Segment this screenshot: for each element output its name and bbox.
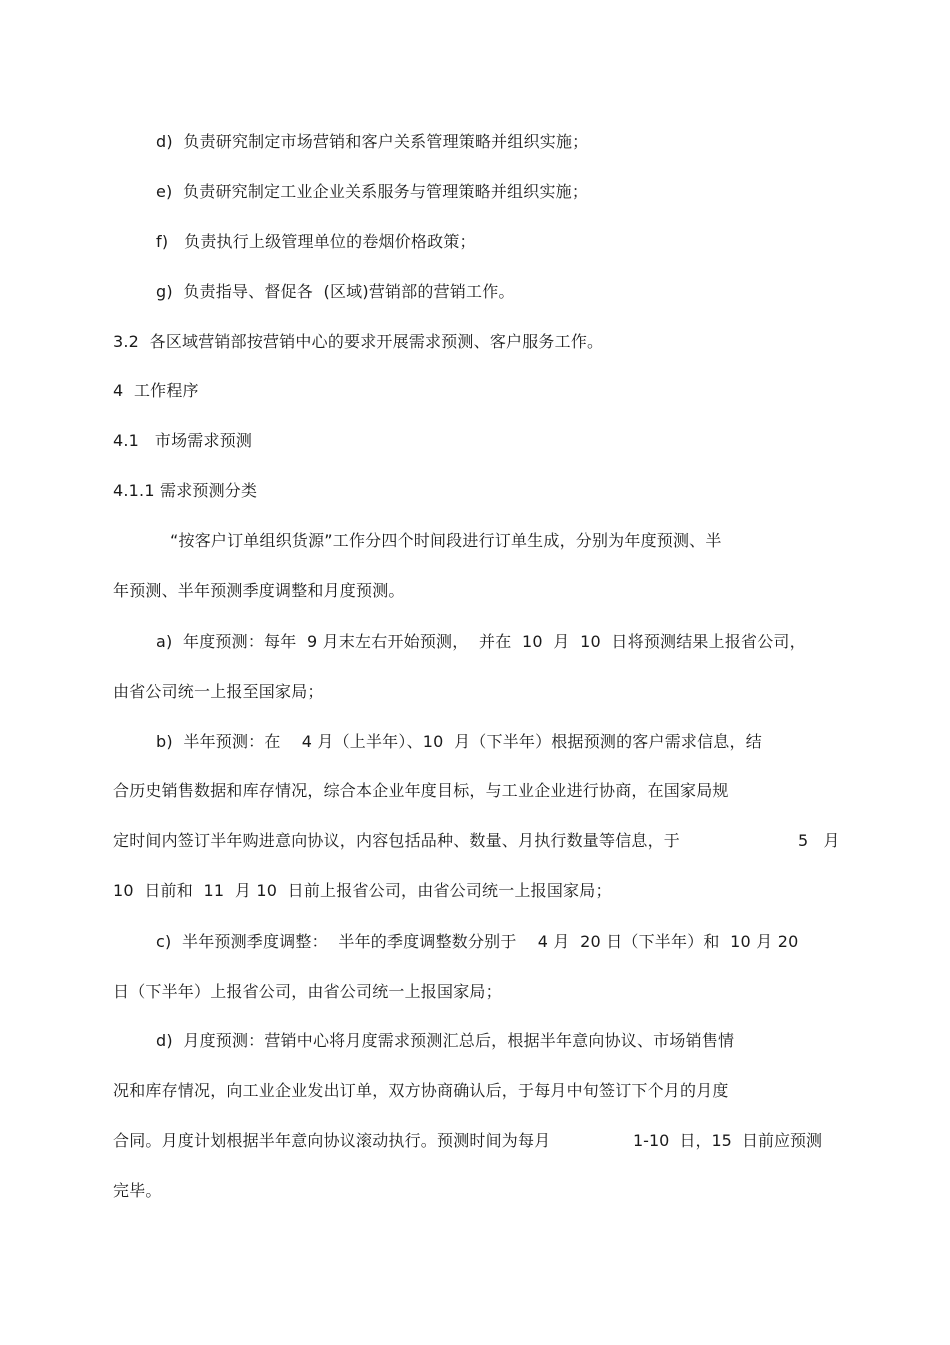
section-heading: 4.1.1 需求预测分类 (113, 481, 258, 500)
text-line: 日（下半年）上报省公司，由省公司统一上报国家局； (113, 982, 502, 1001)
text-line: a) 年度预测：每年 9 月末左右开始预测， 并在 10 月 10 日将预测结果上报省公司， (156, 632, 806, 651)
text-line: d) 月度预测：营销中心将月度需求预测汇总后，根据半年意向协议、市场销售情 (156, 1031, 735, 1050)
text-line: 定时间内签订半年购进意向协议，内容包括品种、数量、月执行数量等信息，于 (113, 831, 681, 850)
text-line-tail: 1-10 日，15 日前应预测 (633, 1131, 823, 1150)
text-line: 10 日前和 11 月 10 日前上报省公司，由省公司统一上报国家局； (113, 881, 612, 900)
text-line: c) 半年预测季度调整： 半年的季度调整数分别于 4 月 20 日（下半年）和 10 月 20 (156, 932, 799, 951)
text-line: 合历史销售数据和库存情况，综合本企业年度目标，与工业企业进行协商，在国家局规 (113, 781, 729, 800)
text-line: f) 负责执行上级管理单位的卷烟价格政策； (156, 232, 476, 251)
section-heading: 4 工作程序 (113, 381, 199, 400)
text-line: b) 半年预测：在 4 月（上半年）、10 月（下半年）根据预测的客户需求信息，结 (156, 732, 762, 751)
section-heading: 3.2 各区域营销部按营销中心的要求开展需求预测、客户服务工作。 (113, 332, 604, 351)
text-line: 况和库存情况，向工业企业发出订单，双方协商确认后，于每月中旬签订下个月的月度 (113, 1081, 729, 1100)
text-line-tail: 5 月 (798, 831, 840, 850)
text-line: g) 负责指导、督促各 (区域)营销部的营销工作。 (156, 282, 515, 301)
text-line: d) 负责研究制定市场营销和客户关系管理策略并组织实施； (156, 132, 589, 151)
text-line: 合同。月度计划根据半年意向协议滚动执行。预测时间为每月 (113, 1131, 551, 1150)
text-line: “按客户订单组织货源”工作分四个时间段进行订单生成，分别为年度预测、半 (170, 531, 722, 550)
text-line: e) 负责研究制定工业企业关系服务与管理策略并组织实施； (156, 182, 589, 201)
text-line: 年预测、半年预测季度调整和月度预测。 (113, 581, 405, 600)
text-line: 完毕。 (113, 1181, 162, 1200)
section-heading: 4.1 市场需求预测 (113, 431, 253, 450)
text-line: 由省公司统一上报至国家局； (113, 682, 324, 701)
